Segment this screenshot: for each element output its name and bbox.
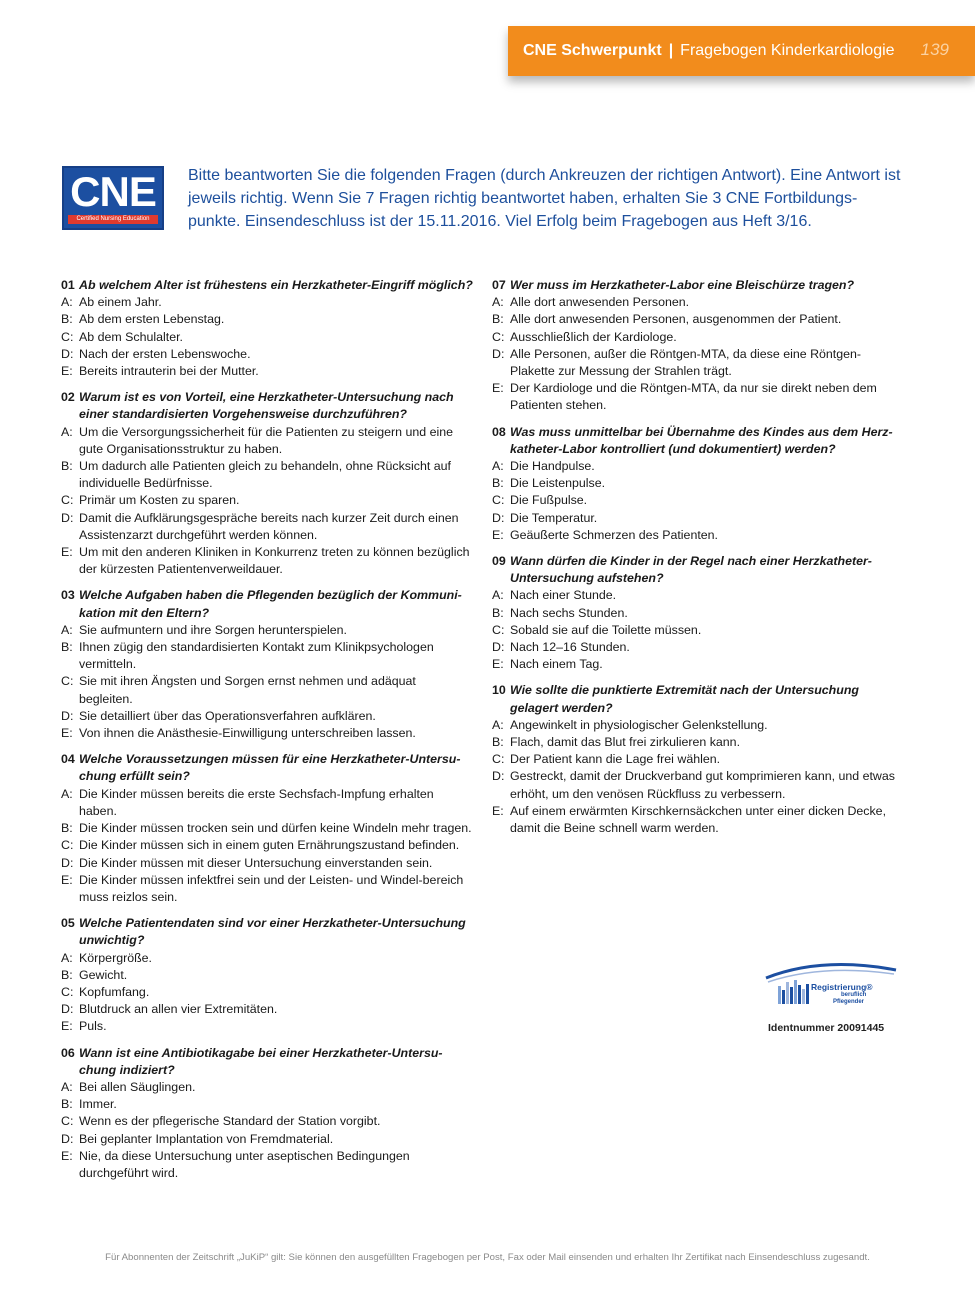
answer-text: Der Kardiologe und die Röntgen-MTA, da nur sie direkt neben dem Patienten stehen. bbox=[510, 381, 877, 413]
answer-option[interactable] bbox=[61, 820, 473, 837]
answer-text: Die Kinder müssen bereits die erste Sechsfach-Impfung erhalten haben. bbox=[79, 786, 434, 818]
question-number: 06 bbox=[61, 1045, 75, 1060]
question-number: 08 bbox=[492, 424, 506, 439]
answer-option[interactable] bbox=[492, 510, 904, 527]
answer-option[interactable] bbox=[492, 329, 904, 346]
answer-text: Ihnen zügig den standardisierten Kontakt zum Klinikpsychologen vermitteln. bbox=[79, 640, 434, 672]
question-text: Wann ist eine Antibiotikagabe bei einer Herzkatheter-Untersu-chung indiziert? bbox=[79, 1045, 443, 1077]
questions-right-column bbox=[492, 277, 904, 846]
question-number: 04 bbox=[61, 752, 75, 767]
question-heading bbox=[61, 1045, 473, 1079]
header-section: CNE Schwerpunkt bbox=[523, 42, 662, 59]
answer-text: Ausschließlich der Kardiologe. bbox=[510, 329, 677, 344]
question-10 bbox=[492, 682, 904, 837]
answer-option[interactable] bbox=[61, 329, 473, 346]
ident-number: Identnummer 20091445 bbox=[768, 1022, 885, 1034]
answer-text: Flach, damit das Blut frei zirkulieren kann. bbox=[510, 735, 741, 750]
answer-letter: C: bbox=[492, 329, 505, 344]
answer-text: Nach 12–16 Stunden. bbox=[510, 640, 630, 655]
question-number: 09 bbox=[492, 554, 506, 569]
answer-option[interactable] bbox=[492, 717, 904, 734]
answer-letter: E: bbox=[492, 657, 504, 672]
answer-option[interactable] bbox=[492, 605, 904, 622]
answer-option[interactable] bbox=[492, 294, 904, 311]
answer-letter: B: bbox=[61, 967, 73, 982]
answer-text: Körpergröße. bbox=[79, 950, 153, 965]
answer-letter: D: bbox=[492, 346, 505, 361]
answer-letter: D: bbox=[61, 855, 74, 870]
answer-letter: D: bbox=[61, 708, 74, 723]
answer-text: Wenn es der pflegerische Standard der Station vorgibt. bbox=[79, 1114, 381, 1129]
answer-option[interactable] bbox=[61, 950, 473, 967]
answer-letter: B: bbox=[492, 735, 504, 750]
question-text: Welche Patientendaten sind vor einer Herzkatheter-Untersuchung unwichtig? bbox=[79, 916, 466, 948]
answer-option[interactable] bbox=[492, 622, 904, 639]
question-03 bbox=[61, 587, 473, 742]
answer-text: Ab dem ersten Lebenstag. bbox=[79, 312, 225, 327]
answer-option[interactable] bbox=[61, 492, 473, 509]
question-number: 05 bbox=[61, 916, 75, 931]
answer-letter: E: bbox=[61, 726, 73, 741]
answer-letter: C: bbox=[492, 622, 505, 637]
question-text: Welche Aufgaben haben die Pflegenden bezüglich der Kommuni-kation mit den Eltern? bbox=[79, 588, 462, 620]
answer-letter: D: bbox=[492, 640, 505, 655]
question-05 bbox=[61, 915, 473, 1035]
answer-letter: B: bbox=[61, 1097, 73, 1112]
answer-option[interactable] bbox=[492, 639, 904, 656]
answer-text: Um mit den anderen Kliniken in Konkurrenz treten zu können bezüglich der kürzesten Patientenverweildauer. bbox=[79, 545, 470, 577]
answer-text: Immer. bbox=[79, 1097, 117, 1112]
answer-letter: B: bbox=[61, 640, 73, 655]
answer-text: Alle dort anwesenden Personen, ausgenommen der Patient. bbox=[510, 312, 842, 327]
answer-text: Sie mit ihren Ängsten und Sorgen ernst nehmen und adäquat begleiten. bbox=[79, 674, 416, 706]
answer-letter: B: bbox=[61, 821, 73, 836]
answer-option[interactable] bbox=[61, 984, 473, 1001]
answer-text: Ab einem Jahr. bbox=[79, 295, 162, 310]
answer-letter: E: bbox=[492, 803, 504, 818]
question-07 bbox=[492, 277, 904, 415]
answer-letter: A: bbox=[61, 950, 73, 965]
answer-option[interactable] bbox=[61, 1096, 473, 1113]
answer-text: Um dadurch alle Patienten gleich zu behandeln, ohne Rücksicht auf individuelle Bedürfnisse. bbox=[79, 459, 451, 491]
answer-letter: E: bbox=[61, 872, 73, 887]
answer-text: Um die Versorgungssicherheit für die Patienten zu steigern und eine gute Organisationsstruktur zu haben. bbox=[79, 424, 454, 456]
answer-letter: D: bbox=[492, 769, 505, 784]
answer-letter: A: bbox=[492, 459, 504, 474]
answer-option[interactable] bbox=[492, 475, 904, 492]
answer-option[interactable] bbox=[492, 734, 904, 751]
answer-option[interactable] bbox=[492, 768, 904, 802]
answer-text: Gewicht. bbox=[79, 967, 128, 982]
answer-text: Nie, da diese Untersuchung unter aseptischen Bedingungen durchgeführt wird. bbox=[79, 1148, 410, 1180]
answer-text: Geäußerte Schmerzen des Patienten. bbox=[510, 527, 719, 542]
answer-letter: C: bbox=[61, 674, 74, 689]
registration-sub-2: Pflegender bbox=[833, 999, 865, 1005]
answer-option[interactable] bbox=[61, 294, 473, 311]
answer-option[interactable] bbox=[61, 544, 473, 578]
answer-text: Die Kinder müssen sich in einem guten Ernährungszustand befinden. bbox=[79, 838, 460, 853]
answer-text: Sobald sie auf die Toilette müssen. bbox=[510, 622, 702, 637]
answer-option[interactable] bbox=[492, 587, 904, 604]
question-text: Wie sollte die punktierte Extremität nach der Untersuchung gelagert werden? bbox=[510, 683, 859, 715]
footer-note: Für Abonnenten der Zeitschrift „JuKiP“ gilt: Sie können den ausgefüllten Fragebogen per Post, Fax oder Mail einsenden und erhalten Ihr Zertifikat nach Einsendeschluss zugesandt. bbox=[105, 1252, 870, 1263]
answer-option[interactable] bbox=[61, 837, 473, 854]
answer-option[interactable] bbox=[492, 803, 904, 837]
answer-option[interactable] bbox=[492, 346, 904, 380]
answer-text: Nach einem Tag. bbox=[510, 657, 603, 672]
question-text: Wann dürfen die Kinder in der Regel nach einer Herzkatheter-Untersuchung aufstehen? bbox=[510, 554, 872, 586]
answer-text: Sie detailliert über das Operationsverfahren aufklären. bbox=[79, 708, 376, 723]
question-text: Welche Voraussetzungen müssen für eine Herzkatheter-Untersu-chung erfüllt sein? bbox=[79, 752, 461, 784]
answer-text: Angewinkelt in physiologischer Gelenkstellung. bbox=[510, 717, 768, 732]
answer-letter: A: bbox=[61, 295, 73, 310]
answer-option[interactable] bbox=[61, 1079, 473, 1096]
answer-letter: C: bbox=[61, 1114, 74, 1129]
question-09 bbox=[492, 553, 904, 673]
question-01 bbox=[61, 277, 473, 380]
logo-text: CNE bbox=[70, 168, 156, 215]
answer-letter: C: bbox=[61, 984, 74, 999]
answer-option[interactable] bbox=[61, 725, 473, 742]
question-number: 03 bbox=[61, 588, 75, 603]
answer-option[interactable] bbox=[492, 527, 904, 544]
answer-text: Alle dort anwesenden Personen. bbox=[510, 295, 690, 310]
answer-text: Die Temperatur. bbox=[510, 510, 598, 525]
answer-text: Kopfumfang. bbox=[79, 984, 150, 999]
answer-text: Bei allen Säuglingen. bbox=[79, 1079, 196, 1094]
answer-letter: B: bbox=[492, 605, 504, 620]
answer-letter: C: bbox=[492, 752, 505, 767]
answer-letter: A: bbox=[61, 1079, 73, 1094]
answer-text: Alle Personen, außer die Röntgen-MTA, da diese eine Röntgen-Plakette zur Messung der Strahlen trägt. bbox=[510, 346, 862, 379]
question-text: Wer muss im Herzkatheter-Labor eine Bleischürze tragen? bbox=[510, 278, 855, 292]
answer-text: Sie aufmuntern und ihre Sorgen herunterspielen. bbox=[79, 622, 347, 637]
answer-option[interactable] bbox=[61, 346, 473, 363]
answer-text: Gestreckt, damit der Druckverband gut komprimieren kann, und etwas erhöht, um den venösen Rückfluss zu verbessern. bbox=[510, 769, 895, 801]
answer-text: Bereits intrauterin bei der Mutter. bbox=[79, 364, 259, 379]
answer-text: Blutdruck an allen vier Extremitäten. bbox=[79, 1002, 278, 1017]
question-heading bbox=[492, 277, 904, 294]
header-subtitle: Fragebogen Kinderkardiologie bbox=[680, 42, 895, 59]
answer-text: Die Fußpulse. bbox=[510, 493, 588, 508]
question-heading bbox=[61, 277, 473, 294]
registration-title: Registrierung® bbox=[811, 982, 873, 992]
question-number: 10 bbox=[492, 683, 506, 698]
answer-option[interactable] bbox=[61, 708, 473, 725]
question-heading bbox=[492, 682, 904, 716]
answer-option[interactable] bbox=[61, 639, 473, 673]
answer-option[interactable] bbox=[61, 363, 473, 380]
answer-letter: E: bbox=[492, 381, 504, 396]
answer-text: Von ihnen die Anästhesie-Einwilligung unterschreiben lassen. bbox=[79, 726, 416, 741]
answer-letter: B: bbox=[492, 476, 504, 491]
answer-letter: B: bbox=[61, 312, 73, 327]
question-text: Ab welchem Alter ist frühestens ein Herzkatheter-Eingriff möglich? bbox=[79, 278, 473, 292]
answer-text: Die Kinder müssen infektfrei sein und der Leisten- und Windel-bereich muss reizlos sein. bbox=[79, 872, 464, 904]
answer-letter: E: bbox=[61, 1148, 73, 1163]
question-number: 02 bbox=[61, 390, 75, 405]
answer-option[interactable] bbox=[61, 673, 473, 707]
answer-option[interactable] bbox=[61, 1018, 473, 1035]
question-08 bbox=[492, 424, 904, 544]
answer-option[interactable] bbox=[61, 510, 473, 544]
answer-option[interactable] bbox=[492, 751, 904, 768]
answer-option[interactable] bbox=[492, 380, 904, 414]
question-text: Was muss unmittelbar bei Übernahme des Kindes aus dem Herz-katheter-Labor kontrolliert (und dokumentiert) werden? bbox=[510, 424, 893, 456]
question-heading bbox=[492, 424, 904, 458]
answer-letter: E: bbox=[61, 364, 73, 379]
answer-option[interactable] bbox=[61, 786, 473, 820]
answer-option[interactable] bbox=[61, 872, 473, 906]
answer-option[interactable] bbox=[492, 311, 904, 328]
answer-text: Nach der ersten Lebenswoche. bbox=[79, 346, 251, 361]
question-number: 07 bbox=[492, 278, 506, 292]
answer-option[interactable] bbox=[61, 1131, 473, 1148]
questions-left-column bbox=[61, 277, 473, 1191]
answer-text: Der Patient kann die Lage frei wählen. bbox=[510, 752, 721, 767]
answer-option[interactable] bbox=[492, 458, 904, 475]
answer-letter: A: bbox=[492, 717, 504, 732]
answer-option[interactable] bbox=[61, 311, 473, 328]
answer-letter: A: bbox=[492, 588, 504, 603]
answer-letter: A: bbox=[61, 786, 73, 801]
answer-letter: A: bbox=[61, 622, 73, 637]
question-heading bbox=[61, 587, 473, 621]
answer-option[interactable] bbox=[61, 967, 473, 984]
answer-letter: C: bbox=[61, 493, 74, 508]
answer-text: Ab dem Schulalter. bbox=[79, 329, 184, 344]
page-number: 139 bbox=[920, 40, 949, 59]
answer-letter: E: bbox=[492, 527, 504, 542]
answer-letter: C: bbox=[61, 838, 74, 853]
question-02 bbox=[61, 389, 473, 578]
answer-option[interactable] bbox=[492, 656, 904, 673]
answer-text: Die Kinder müssen mit dieser Untersuchung einverstanden sein. bbox=[79, 855, 433, 870]
cne-logo bbox=[62, 166, 164, 230]
answer-letter: C: bbox=[61, 329, 74, 344]
answer-letter: C: bbox=[492, 493, 505, 508]
answer-text: Bei geplanter Implantation von Fremdmaterial. bbox=[79, 1131, 334, 1146]
answer-letter: D: bbox=[61, 1002, 74, 1017]
question-04 bbox=[61, 751, 473, 906]
answer-text: Damit die Aufklärungsgespräche bereits nach kurzer Zeit durch einen Assistenzarzt durchgeführt werden können. bbox=[79, 510, 459, 542]
answer-text: Die Handpulse. bbox=[510, 459, 595, 474]
answer-letter: D: bbox=[61, 1131, 74, 1146]
answer-letter: A: bbox=[61, 424, 73, 439]
answer-option[interactable] bbox=[61, 458, 473, 492]
answer-text: Nach einer Stunde. bbox=[510, 588, 617, 603]
answer-letter: E: bbox=[61, 1019, 73, 1034]
answer-letter: D: bbox=[61, 510, 74, 525]
answer-letter: A: bbox=[492, 295, 504, 310]
intro-text: Bitte beantworten Sie die folgenden Fragen (durch Ankreuzen der richtigen Antwort). Eine Antwort ist jeweils richtig. Wenn Sie 7 Fragen richtig beantwortet haben, erhalten Sie 3 CNE Fortbildungs-punkte. Einsendeschluss ist der 15.11.2016. Viel Erfolg beim Fragebogen aus Heft 3/16. bbox=[188, 167, 901, 230]
answer-letter: E: bbox=[61, 545, 73, 560]
answer-letter: D: bbox=[492, 510, 505, 525]
answer-text: Puls. bbox=[79, 1019, 107, 1034]
answer-option[interactable] bbox=[61, 424, 473, 458]
answer-option[interactable] bbox=[61, 1148, 473, 1182]
answer-text: Die Kinder müssen trocken sein und dürfen keine Windeln mehr tragen. bbox=[79, 821, 472, 836]
answer-option[interactable] bbox=[61, 622, 473, 639]
answer-letter: B: bbox=[61, 459, 73, 474]
logo-tagline: Certified Nursing Education bbox=[68, 215, 158, 224]
question-heading bbox=[61, 751, 473, 785]
answer-option[interactable] bbox=[61, 1001, 473, 1018]
registration-sub-1: beruflich bbox=[841, 992, 867, 998]
question-number: 01 bbox=[61, 278, 75, 292]
question-heading bbox=[492, 553, 904, 587]
answer-text: Die Leistenpulse. bbox=[510, 476, 606, 491]
answer-text: Auf einem erwärmten Kirschkernsäckchen unter einer dicken Decke, damit die Beine schnell warm werden. bbox=[510, 803, 887, 836]
header-separator: | bbox=[668, 42, 674, 59]
question-text: Warum ist es von Vorteil, eine Herzkatheter-Untersuchung nach einer standardisierten Vorgehensweise durchzuführen? bbox=[79, 390, 454, 422]
question-heading bbox=[61, 389, 473, 423]
answer-option[interactable] bbox=[61, 1113, 473, 1130]
answer-text: Primär um Kosten zu sparen. bbox=[79, 493, 240, 508]
header-banner bbox=[508, 26, 975, 76]
question-heading bbox=[61, 915, 473, 949]
answer-letter: D: bbox=[61, 346, 74, 361]
answer-text: Nach sechs Stunden. bbox=[510, 605, 628, 620]
answer-letter: B: bbox=[492, 312, 504, 327]
answer-option[interactable] bbox=[61, 855, 473, 872]
answer-option[interactable] bbox=[492, 492, 904, 509]
question-06 bbox=[61, 1045, 473, 1183]
